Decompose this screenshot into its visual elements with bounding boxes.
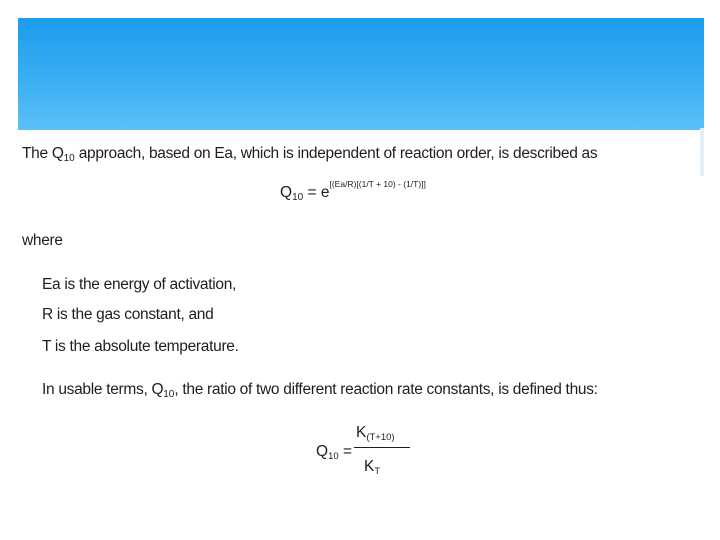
intro-text	[22, 145, 597, 164]
formula-lhs-subscript: 10	[292, 192, 304, 203]
denominator-subscript: T	[374, 466, 381, 477]
intro-subscript: 10	[63, 153, 75, 164]
intro-text-end: approach, based on Ea, which is independent of reaction order, is described as	[74, 145, 598, 162]
formula-equals-e: = e	[303, 184, 330, 201]
ratio-equals: =	[338, 443, 352, 460]
where-label: where	[22, 232, 63, 249]
usable-text-end: , the ratio of two different reaction rate constants, is defined thus:	[174, 381, 598, 398]
intro-text-start: The Q	[22, 145, 64, 162]
usable-subscript: 10	[163, 389, 175, 400]
numerator-subscript: (T+10)	[366, 432, 395, 443]
definition-ea: Ea is the energy of activation,	[42, 276, 237, 293]
usable-terms-text	[42, 381, 598, 400]
denominator-k: K	[364, 458, 375, 475]
formula-lhs: Q	[280, 184, 293, 201]
ratio-lhs-subscript: 10	[328, 451, 339, 462]
ratio-numerator	[356, 424, 395, 443]
usable-text-start: In usable terms, Q	[42, 381, 164, 398]
definition-t: T is the absolute temperature.	[42, 338, 239, 355]
q10-exponential-formula	[280, 179, 426, 203]
ratio-lhs-q: Q	[316, 443, 329, 460]
definition-r: R is the gas constant, and	[42, 306, 214, 323]
fraction-bar	[354, 447, 410, 448]
ratio-denominator	[364, 458, 380, 477]
ratio-lhs	[316, 443, 352, 462]
formula-exponent: [(Ea/R)[(1/T + 10) - (1/T)]]	[329, 179, 426, 189]
numerator-k: K	[356, 424, 367, 441]
